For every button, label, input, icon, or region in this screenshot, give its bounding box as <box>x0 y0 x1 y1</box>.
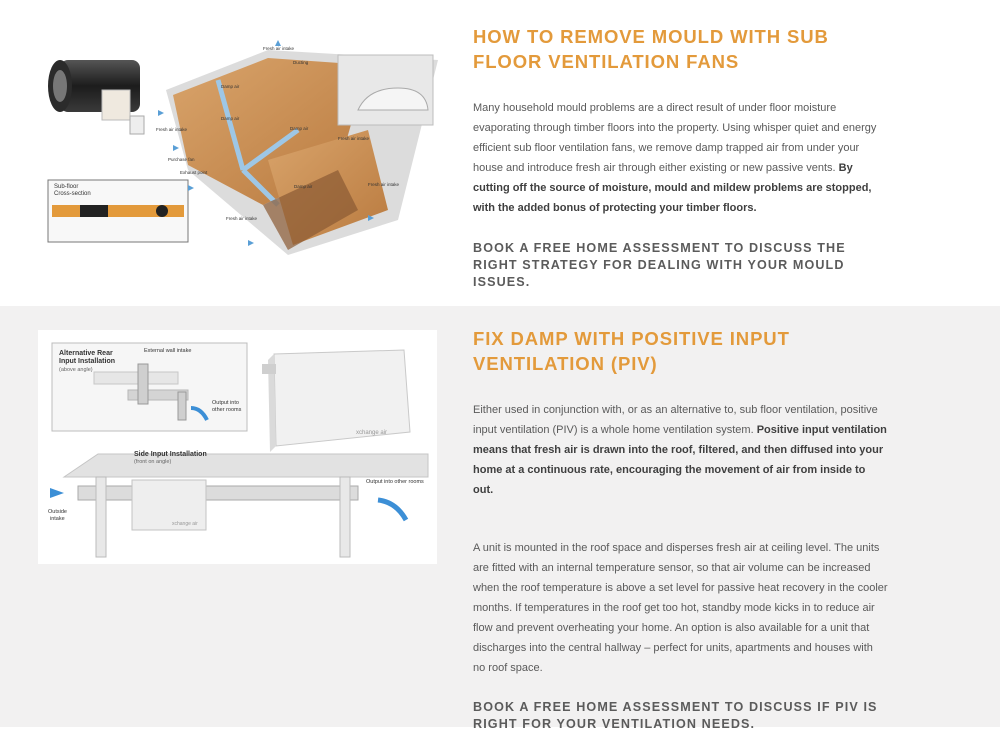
subfloor-assessment-cta[interactable]: BOOK A FREE HOME ASSESSMENT TO DISCUSS THE RIGHT STRATEGY FOR DEALING WITH YOUR MOULD ISSUES. <box>473 241 846 289</box>
output-other-rooms-label-1a: Output into <box>212 400 239 406</box>
side-input-title: Side Input Installation <box>134 451 207 458</box>
outside-intake-label-a: Outside <box>48 509 67 515</box>
subfloor-text-column <box>473 24 888 291</box>
outside-intake-label-b: intake <box>50 516 65 522</box>
unit-brand-small: xchange air <box>172 521 198 527</box>
subfloor-diagram <box>38 20 438 260</box>
cross-section-label: Cross-section <box>54 191 91 197</box>
unit-brand-large: xchange air <box>356 430 388 436</box>
sub-floor-label: Sub-floor <box>54 184 79 190</box>
subfloor-body-paragraph <box>473 98 888 218</box>
piv-paragraph-1-plain: Either used in conjunction with, or as an alternative to, sub floor ventilation, positive input ventilation (PIV) is a whole home ventilation system. <box>473 404 878 436</box>
alt-rear-title-line2: Input Installation <box>59 358 115 365</box>
subfloor-body-plain: Many household mould problems are a direct result of under floor moisture evaporating through timber floors into the property. Using whisper quiet and energy efficient sub floor ventilation fans, we remove damp trapped air from under your house and introduce fresh air through either existing or new passive vents. <box>473 102 877 174</box>
piv-section-title: FIX DAMP WITH POSITIVE INPUT VENTILATION (PIV) <box>473 328 790 374</box>
piv-section <box>0 306 1000 731</box>
subfloor-ventilation-section <box>0 0 1000 306</box>
damp-air-label-4: Damp air <box>294 184 313 189</box>
fresh-air-intake-left-label: Fresh air intake <box>156 127 188 132</box>
piv-illustration <box>38 330 437 564</box>
fresh-air-intake-far-right-label: Fresh air intake <box>338 136 370 141</box>
fresh-air-intake-right-label: Fresh air intake <box>368 182 400 187</box>
piv-paragraph-2: A unit is mounted in the roof space and disperses fresh air at ceiling level. The units are fitted with an internal temperature sensor, so that air volume can be increased when the roof temperature is above a set level for passive heat recovery in the cooler months. If temperatures in the roof get too hot, standby mode kicks in to reduce air flow and prevent overheating your home. An option is also available for a unit that discharges into the central hallway – perfect for units, apartments and houses with no roof space. <box>473 542 888 674</box>
exhaust-point-label: Exhaust point <box>180 170 208 175</box>
piv-assessment-cta[interactable]: BOOK A FREE HOME ASSESSMENT TO DISCUSS IF PIV IS RIGHT FOR YOUR VENTILATION NEEDS. <box>473 700 878 731</box>
damp-air-label-1: Damp air <box>221 84 240 89</box>
fresh-air-intake-bottom-label: Fresh air intake <box>226 216 258 221</box>
subfloor-ventilation-illustration <box>38 20 438 260</box>
output-other-rooms-label-2: Output into other rooms <box>366 479 424 485</box>
subfloor-cross-section-image <box>48 180 188 242</box>
damp-air-label-3: Damp air <box>290 126 309 131</box>
alt-rear-title-line1: Alternative Rear <box>59 350 113 357</box>
house-cutaway-image <box>166 50 438 255</box>
side-input-subtitle: (front on angle) <box>134 459 172 465</box>
piv-paragraph-1-bold: Positive input ventilation means that fresh air is drawn into the roof, filtered, and then diffused into your home at a continuous rate, encouraging the movement of air from inside to out. <box>473 424 887 496</box>
side-input-installation-image <box>48 451 428 557</box>
alt-rear-subtitle: (above angle) <box>59 367 93 373</box>
damp-air-label-2: Damp air <box>221 116 240 121</box>
subfloor-body-bold: By cutting off the source of moisture, mould and mildew problems are stopped, with the added bonus of protecting your timber floors. <box>473 162 872 214</box>
piv-diagram <box>38 330 437 564</box>
piv-paragraph-1 <box>473 400 888 500</box>
inline-fan-image <box>48 60 144 134</box>
fresh-air-intake-top-label: Fresh air intake <box>263 46 295 51</box>
alternative-rear-installation-panel <box>52 343 247 431</box>
subfloor-section-title: HOW TO REMOVE MOULD WITH SUB FLOOR VENTILATION FANS <box>473 26 829 72</box>
ducting-label: Ducting <box>293 60 309 65</box>
external-wall-intake-label: External wall intake <box>144 348 192 354</box>
purchase-fan-label: Purchase fan <box>168 157 195 162</box>
piv-unit-large-image <box>262 350 410 452</box>
output-other-rooms-label-1b: other rooms <box>212 407 242 413</box>
piv-text-column <box>473 326 888 733</box>
